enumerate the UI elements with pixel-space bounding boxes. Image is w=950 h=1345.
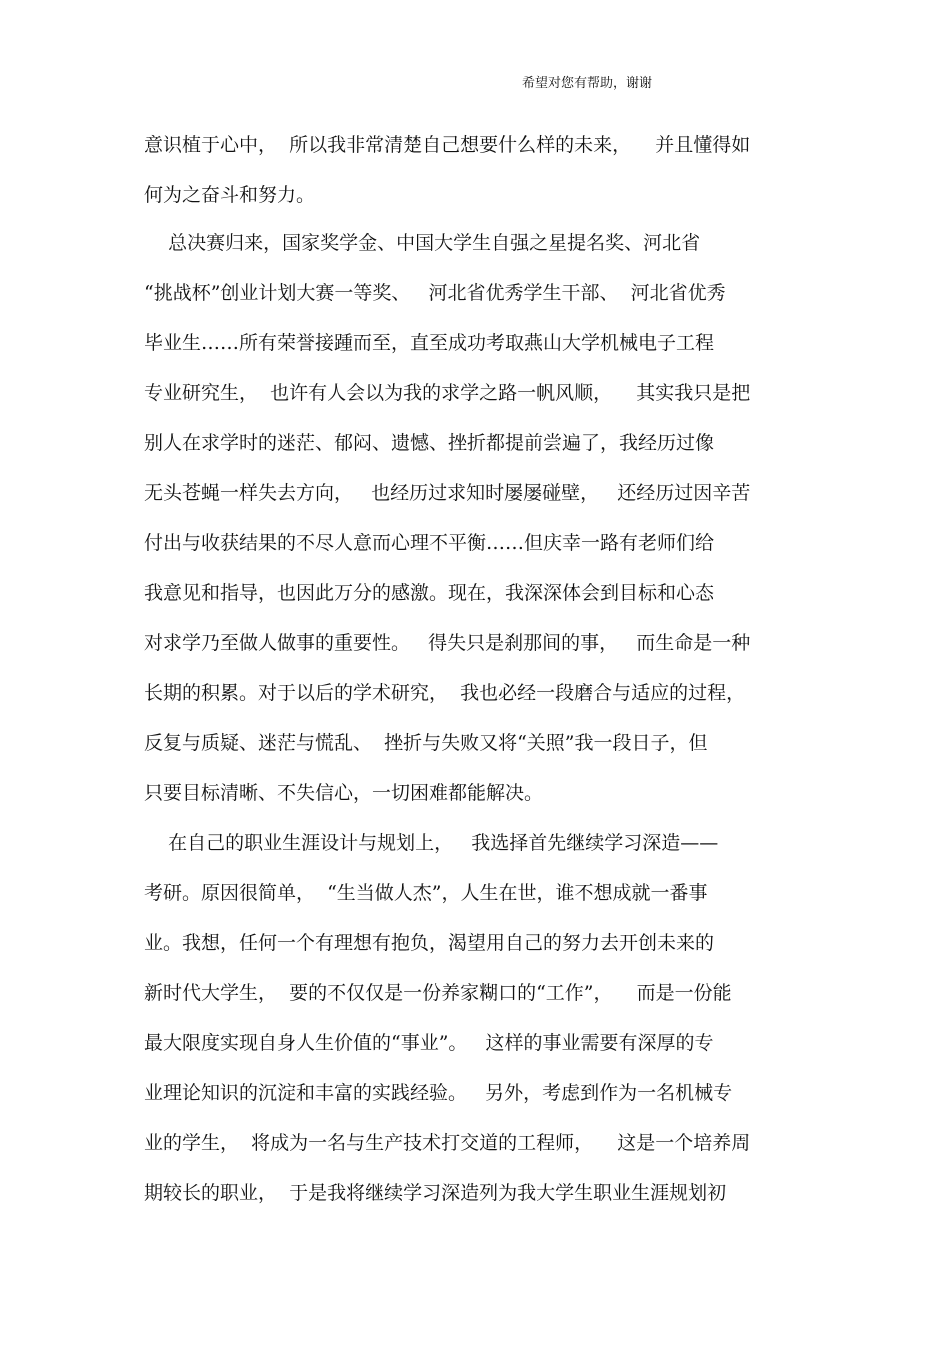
text-line: 最大限度实现自身人生价值的“事业”。 这样的事业需要有深厚的专 <box>144 1032 714 1054</box>
text-line: 业的学生， 将成为一名与生产技术打交道的工程师， 这是一个培养周 <box>144 1132 751 1154</box>
text-line: 别人在求学时的迷茫、郁闷、遗憾、挫折都提前尝遍了，我经历过像 <box>144 432 715 454</box>
text-line: 只要目标清晰、不失信心，一切困难都能解决。 <box>144 782 544 804</box>
text-line: 意识植于心中， 所以我非常清楚自己想要什么样的未来， 并且懂得如 <box>144 134 751 156</box>
text-line: 长期的积累。对于以后的学术研究， 我也必经一段磨合与适应的过程， <box>144 682 746 704</box>
text-line: 总决赛归来，国家奖学金、中国大学生自强之星提名奖、河北省 <box>144 232 701 254</box>
text-line: 新时代大学生， 要的不仅仅是一份养家糊口的“工作”， 而是一份能 <box>144 982 732 1004</box>
text-line: 业理论知识的沉淀和丰富的实践经验。 另外，考虑到作为一名机械专 <box>144 1082 733 1104</box>
text-line: 我意见和指导，也因此万分的感激。现在，我深深体会到目标和心态 <box>144 582 715 604</box>
text-line: 何为之奋斗和努力。 <box>144 184 316 206</box>
text-line: 无头苍蝇一样失去方向， 也经历过求知时屡屡碰壁， 还经历过因辛苦 <box>144 482 751 504</box>
text-line: 在自己的职业生涯设计与规划上， 我选择首先继续学习深造—— <box>144 832 719 854</box>
page-header: 希望对您有帮助，谢谢 <box>522 76 653 91</box>
text-line: 对求学乃至做人做事的重要性。 得失只是刹那间的事， 而生命是一种 <box>144 632 751 654</box>
text-line: 考研。原因很简单， “生当做人杰”，人生在世，谁不想成就一番事 <box>144 882 708 904</box>
text-line: 毕业生……所有荣誉接踵而至，直至成功考取燕山大学机械电子工程 <box>144 332 715 354</box>
text-line: 期较长的职业， 于是我将继续学习深造列为我大学生职业生涯规划初 <box>144 1182 727 1204</box>
text-line: 付出与收获结果的不尽人意而心理不平衡……但庆幸一路有老师们给 <box>144 532 715 554</box>
text-line: 专业研究生， 也许有人会以为我的求学之路一帆风顺， 其实我只是把 <box>144 382 751 404</box>
text-line: “挑战杯”创业计划大赛一等奖、 河北省优秀学生干部、 河北省优秀 <box>144 282 726 304</box>
text-line: 反复与质疑、迷茫与慌乱、 挫折与失败又将“关照”我一段日子，但 <box>144 732 708 754</box>
text-line: 业。我想，任何一个有理想有抱负，渴望用自己的努力去开创未来的 <box>144 932 715 954</box>
